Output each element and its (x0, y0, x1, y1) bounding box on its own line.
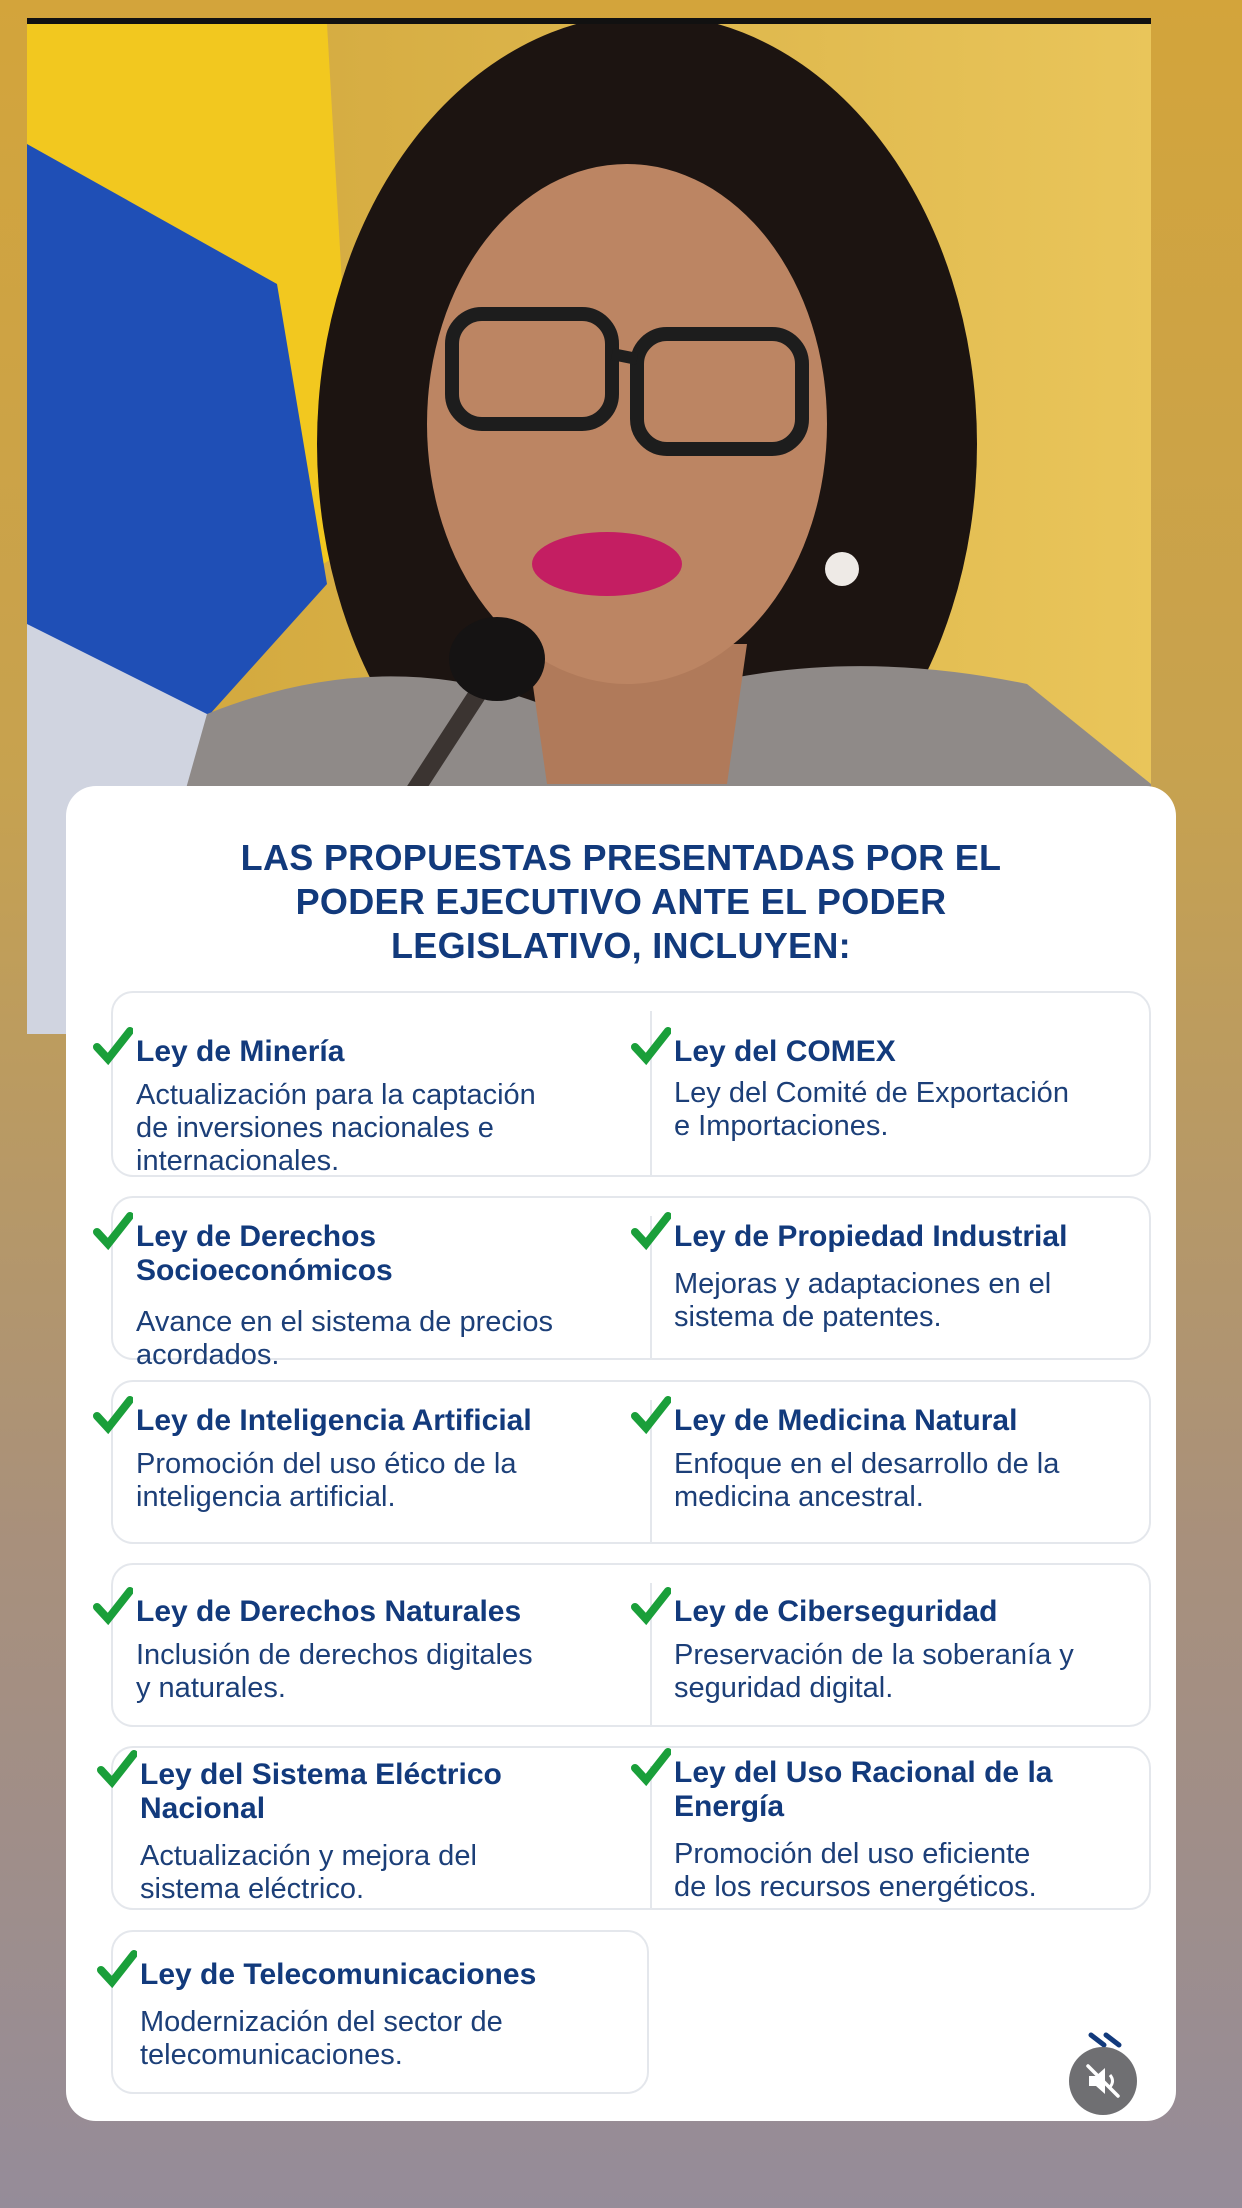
check-icon (631, 1748, 671, 1788)
law-desc: medicina ancestral. (674, 1481, 924, 1513)
law-title: Ley de Derechos Naturales (136, 1595, 522, 1628)
check-icon (631, 1396, 671, 1436)
law-row (111, 1746, 1151, 1910)
check-icon (631, 1587, 671, 1627)
title-line-1: LAS PROPUESTAS PRESENTADAS POR EL (240, 837, 1002, 878)
law-title: Ley del COMEX (674, 1035, 896, 1068)
law-desc: sistema de patentes. (674, 1301, 942, 1333)
check-icon (93, 1027, 133, 1067)
law-title: Ley de Medicina Natural (674, 1404, 1018, 1437)
law-title: Ley de Telecomunicaciones (140, 1958, 537, 1991)
law-row (111, 1196, 1151, 1371)
law-title: Nacional (140, 1792, 266, 1825)
law-title: Ley de Propiedad Industrial (674, 1220, 1068, 1253)
law-row (111, 1380, 1151, 1544)
law-desc: Avance en el sistema de precios (136, 1306, 553, 1338)
law-desc: y naturales. (136, 1672, 286, 1704)
check-icon (97, 1750, 137, 1790)
proposals-card (66, 786, 1176, 2121)
title-line-2: PODER EJECUTIVO ANTE EL PODER (295, 881, 947, 922)
law-title: Ley de Inteligencia Artificial (136, 1404, 532, 1437)
law-desc: Actualización para la captación (136, 1079, 536, 1111)
law-desc: Mejoras y adaptaciones en el (674, 1268, 1052, 1300)
law-desc: seguridad digital. (674, 1672, 894, 1704)
law-desc: Preservación de la soberanía y (674, 1639, 1074, 1671)
law-desc: Promoción del uso ético de la (136, 1448, 517, 1480)
title-line-3: LEGISLATIVO, INCLUYEN: (391, 925, 851, 966)
check-icon (631, 1212, 671, 1252)
law-desc: Modernización del sector de (140, 2006, 503, 2038)
law-desc: e Importaciones. (674, 1110, 889, 1142)
law-desc: Inclusión de derechos digitales (136, 1639, 533, 1671)
law-desc: telecomunicaciones. (140, 2039, 403, 2071)
law-row (111, 991, 1151, 1177)
law-desc: internacionales. (136, 1145, 340, 1177)
law-title: Socioeconómicos (136, 1254, 393, 1287)
law-desc: Ley del Comité de Exportación (674, 1077, 1069, 1109)
check-icon (93, 1212, 133, 1252)
page-title (66, 836, 1176, 968)
law-row (111, 1930, 649, 2094)
check-icon (93, 1396, 133, 1436)
law-desc: de los recursos energéticos. (674, 1871, 1037, 1903)
law-desc: de inversiones nacionales e (136, 1112, 494, 1144)
law-title: Ley de Ciberseguridad (674, 1595, 998, 1628)
mute-button[interactable] (1069, 2047, 1137, 2115)
law-title: Ley del Sistema Eléctrico (140, 1758, 502, 1791)
speaker-muted-icon (1083, 2061, 1123, 2101)
law-title: Energía (674, 1790, 785, 1823)
law-desc: sistema eléctrico. (140, 1873, 365, 1905)
check-icon (631, 1027, 671, 1067)
law-desc: acordados. (136, 1339, 280, 1371)
law-title: Ley de Derechos (136, 1220, 377, 1253)
law-row (111, 1563, 1151, 1727)
law-desc: Actualización y mejora del (140, 1840, 477, 1872)
law-title: Ley del Uso Racional de la (674, 1756, 1053, 1789)
check-icon (97, 1950, 137, 1990)
law-desc: inteligencia artificial. (136, 1481, 396, 1513)
law-title: Ley de Minería (136, 1035, 345, 1068)
law-desc: Enfoque en el desarrollo de la (674, 1448, 1060, 1480)
law-desc: Promoción del uso eficiente (674, 1838, 1031, 1870)
check-icon (93, 1587, 133, 1627)
